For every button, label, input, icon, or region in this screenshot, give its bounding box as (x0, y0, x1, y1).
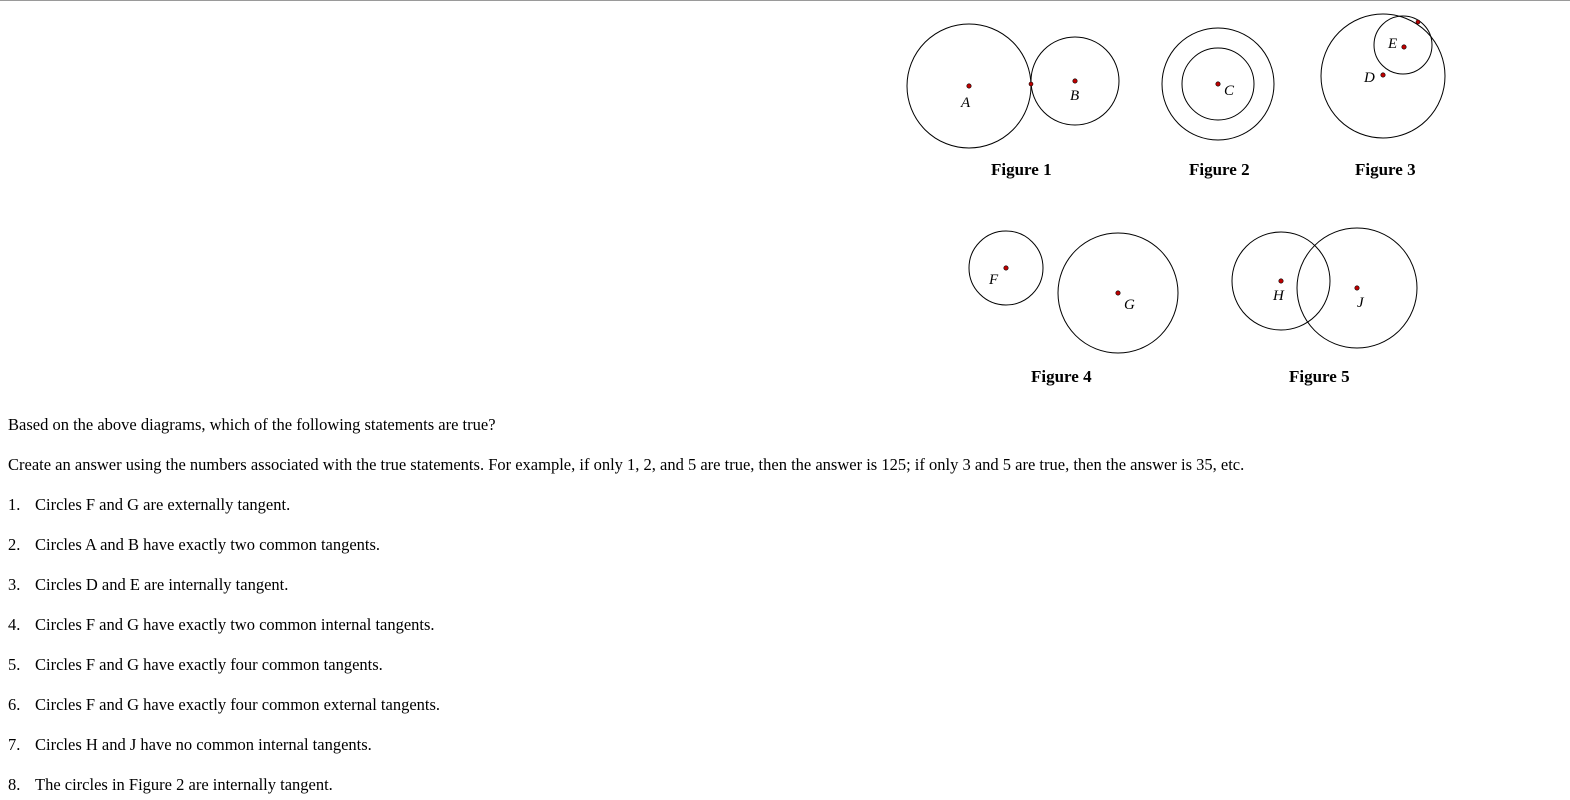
statement-number: 8. (8, 775, 21, 794)
center-h-point (1279, 279, 1283, 283)
center-c-point (1216, 82, 1220, 86)
label-h: H (1273, 288, 1284, 304)
figure-3 (1321, 14, 1445, 179)
statement-text: Circles D and E are internally tangent. (35, 575, 289, 594)
statement-3 (8, 575, 288, 595)
statement-text: Circles A and B have exactly two common tangents. (35, 535, 381, 554)
statement-6 (8, 695, 440, 715)
statement-number: 6. (8, 695, 21, 714)
label-a: A (961, 95, 971, 111)
statement-number: 3. (8, 575, 21, 594)
statement-number: 1. (8, 495, 21, 514)
center-f-point (1004, 266, 1008, 270)
center-a-point (967, 84, 971, 88)
label-e: E (1388, 36, 1398, 52)
label-j: J (1357, 295, 1364, 311)
statement-number: 2. (8, 535, 21, 554)
center-j-point (1355, 286, 1359, 290)
statement-text: Circles H and J have no common internal tangents. (35, 735, 372, 754)
label-b: B (1070, 88, 1080, 104)
figure-5-caption: Figure 5 (1289, 367, 1350, 386)
center-b-point (1073, 79, 1077, 83)
statement-number: 5. (8, 655, 21, 674)
center-g-point (1116, 291, 1120, 295)
figure-4 (969, 231, 1178, 386)
question-prompt: Based on the above diagrams, which of the following statements are true? (8, 415, 496, 434)
statement-5 (8, 655, 383, 675)
figure-5 (1232, 228, 1417, 386)
statement-2 (8, 535, 380, 555)
statement-text: Circles F and G have exactly two common internal tangents. (35, 615, 435, 634)
center-e-point (1402, 45, 1406, 49)
statement-text: Circles F and G have exactly four common external tangents. (35, 695, 441, 714)
figure-1 (907, 24, 1119, 179)
label-d: D (1364, 70, 1375, 86)
label-f: F (989, 272, 999, 288)
figure-1-caption: Figure 1 (991, 160, 1052, 179)
statement-number: 4. (8, 615, 21, 634)
statement-8 (8, 775, 333, 795)
label-c: C (1224, 83, 1235, 99)
statement-7 (8, 735, 372, 755)
statement-1 (8, 495, 290, 515)
statement-text: Circles F and G are externally tangent. (35, 495, 291, 514)
statement-text: The circles in Figure 2 are internally tangent. (35, 775, 333, 794)
label-g: G (1124, 297, 1135, 313)
tangent-point-ab (1029, 82, 1033, 86)
statement-4 (8, 615, 435, 635)
tangent-point-de (1416, 20, 1420, 24)
answer-instructions: Create an answer using the numbers associated with the true statements. For example, if only 1, 2, and 5 are true, then the answer is 125; if only 3 and 5 are true, then the answer is 35, etc. (8, 455, 1245, 474)
statement-text: Circles F and G have exactly four common tangents. (35, 655, 383, 674)
statement-number: 7. (8, 735, 21, 754)
figure-2 (1162, 28, 1274, 179)
figure-3-caption: Figure 3 (1355, 160, 1416, 179)
figure-4-caption: Figure 4 (1031, 367, 1092, 386)
figure-2-caption: Figure 2 (1189, 160, 1250, 179)
center-d-point (1381, 73, 1385, 77)
